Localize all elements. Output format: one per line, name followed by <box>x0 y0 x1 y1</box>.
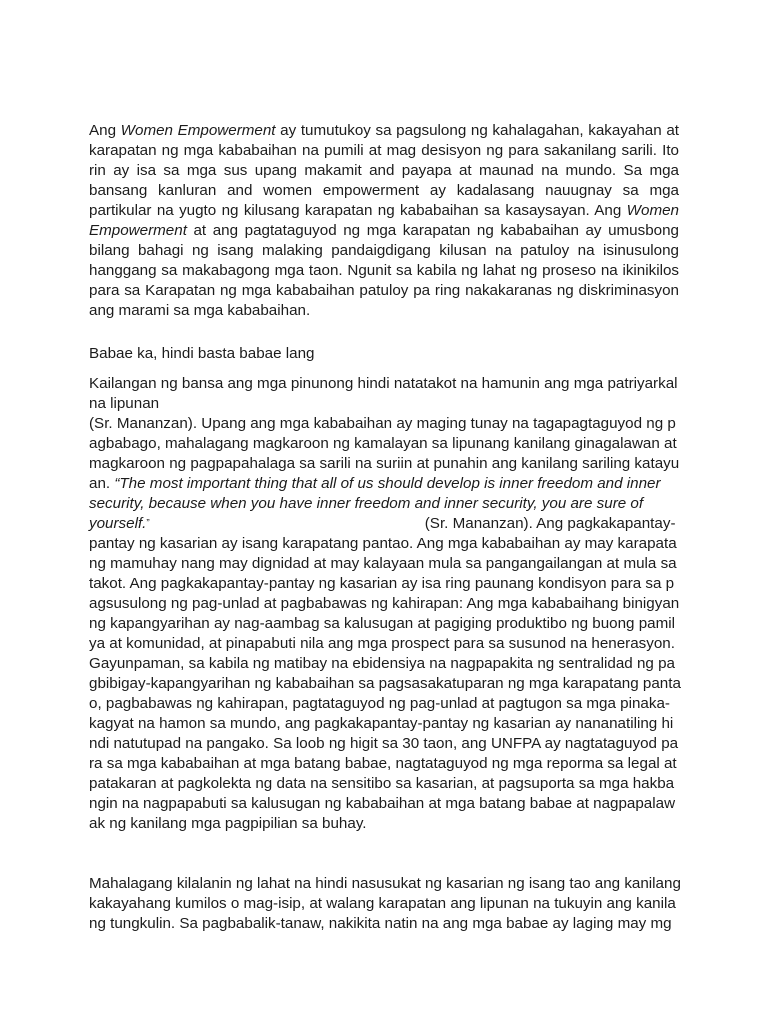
body-line: agsusulong ng pag-unlad at pagbabawas ng kahirapan: Ang mga kababaihang binigyan <box>89 595 680 612</box>
body-line: magkaroon ng pagpapahalaga sa sarili na suriin at punahin ang kanilang sariling katayu <box>89 455 680 472</box>
intro-paragraph <box>89 121 679 321</box>
body-line: o, pagbabawas ng kahirapan, pagtataguyod ng pag-unlad at pagtugon sa mga pinaka- <box>89 695 670 712</box>
body-line: (Sr. Mananzan). Upang ang mga kababaihan ay maging tunay na tagapagtaguyod ng p <box>89 415 676 432</box>
body-line: takot. Ang pagkakapantay-pantay ng kasarian ay isa ring paunang kondisyon para sa p <box>89 575 675 592</box>
body-line: gbibigay-kapangyarihan ng kababaihan sa pagsasakatuparan ng mga karapatang panta <box>89 675 681 692</box>
quote-text: yourself. <box>89 515 147 532</box>
body-line: ngin na nagpapabuti sa kalusugan ng kababaihan at mga batang babae at nagpapalaw <box>89 795 676 812</box>
body-line: ndi natutupad na pangako. Sa loob ng higit sa 30 taon, ang UNFPA ay nagtataguyod pa <box>89 735 679 752</box>
citation-text: (Sr. Mananzan). Ang pagkakapantay- <box>424 515 676 532</box>
body-line <box>89 474 679 494</box>
body-line: Gayunpaman, sa kabila ng matibay na ebidensiya na nagpapakita ng sentralidad ng pa <box>89 655 675 672</box>
quote-text: security, because when you have inner freedom and inner security, you are sure of <box>89 495 644 512</box>
closing-paragraph <box>89 874 679 934</box>
body-line <box>89 514 679 534</box>
body-line: pantay ng kasarian ay isang karapatang pantao. Ang mga kababaihan ay may karapata <box>89 535 677 552</box>
body-line: ng mamuhay nang may dignidad at may kalayaan mula sa pangangailangan at mula sa <box>89 555 677 572</box>
body-line: kakayahang kumilos o mag-isip, at walang karapatan ang lipunan na tukuyin ang kanila <box>89 895 676 912</box>
body-line: Mahalagang kilalanin ng lahat na hindi nasusukat ng kasarian ng isang tao ang kanilang <box>89 875 681 892</box>
body-line: ng kapangyarihan ay nag-aambag sa kalusugan at pagiging produktibo ng buong pamil <box>89 615 675 632</box>
body-line: kagyat na hamon sa mundo, ang pagkakapantay-pantay ng kasarian ay nananatiling hi <box>89 715 674 732</box>
body-line: agbabago, mahalagang magkaroon ng kamalayan sa lipunang kanilang ginagalawan at <box>89 435 677 452</box>
body-line <box>89 494 679 514</box>
body-line: patakaran at pagkolekta ng data na sensitibo sa kasarian, at pagsuporta sa mga hakba <box>89 775 675 792</box>
quote-mark: ” <box>146 518 150 529</box>
intro-emphasis-2: Women Empowerment <box>89 202 679 239</box>
body-line: ya at komunidad, at pinapabuti nila ang mga prospect para sa susunod na henerasyon. <box>89 635 675 652</box>
body-line: na lipunan <box>89 395 160 412</box>
body-line: Kailangan ng bansa ang mga pinunong hindi natatakot na hamunin ang mga patriyarkal <box>89 375 678 392</box>
body-line: ra sa mga kababaihan at mga batang babae, nagtataguyod ng mga reporma sa legal at <box>89 755 677 772</box>
intro-text-3: at ang pagtataguyod ng mga karapatan ng kababaihan ay umusbong bilang bahagi ng isang malaking pandaigdigang kilusan na patuloy na isinusulong hanggang sa makabagong mga taon. Ngunit sa kabila ng lahat ng proseso na ikinikilos para sa Karapatan ng mga kababaihan patuloy pa ring nakakaranas ng diskriminasyon ang marami sa mga kababaihan. <box>89 222 679 319</box>
intro-text-2: ay tumutukoy sa pagsulong ng kahalagahan, kakayahan at karapatan ng mga kababaihan na pumili at mag desisyon ng para sakanilang sarili. Ito rin ay isa sa mga sus upang makamit and payapa at maunad na mundo. Sa mga bansang kanluran and women empowerment ay kadalasang nauugnay sa mga partikular na yugto ng kilusang karapatan ng kababaihan sa kasaysayan. Ang <box>89 122 679 219</box>
intro-emphasis-1: Women Empowerment <box>120 122 276 139</box>
quote-text: “The most important thing that all of us should develop is inner freedom and inner <box>114 475 661 492</box>
body-paragraph <box>89 374 679 834</box>
body-line: ak ng kanilang mga pagpipilian sa buhay. <box>89 815 367 832</box>
section-heading: Babae ka, hindi basta babae lang <box>89 345 315 362</box>
intro-text-1: Ang <box>89 122 121 139</box>
body-line: ng tungkulin. Sa pagbabalik-tanaw, nakikita natin na ang mga babae ay laging may mg <box>89 915 672 932</box>
body-line-start: an. <box>89 475 115 492</box>
